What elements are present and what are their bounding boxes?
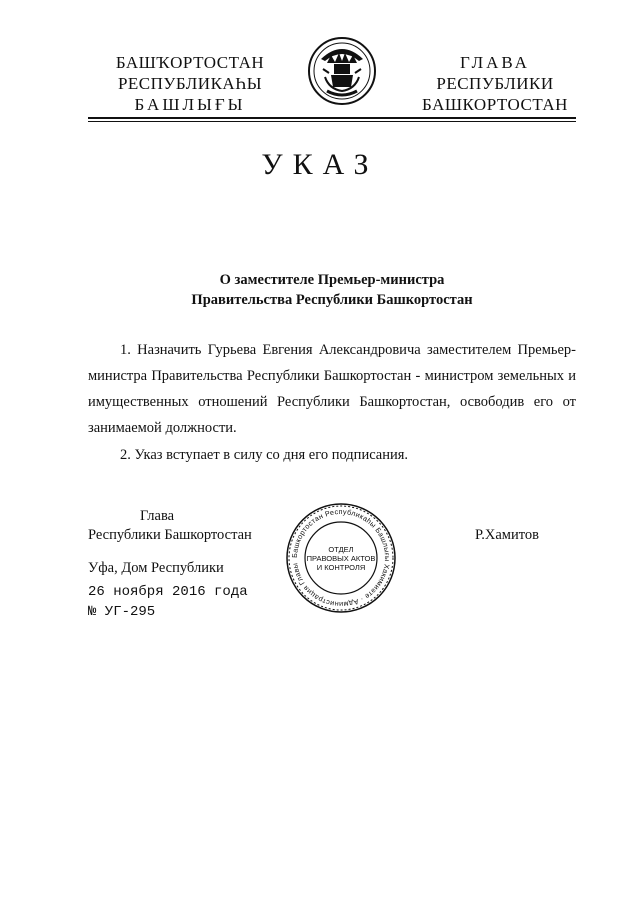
stamp-inner-line-2: ПРАВОВЫХ АКТОВ — [306, 554, 376, 563]
signature-position-line-2: Республики Башкортостан — [88, 527, 252, 543]
stamp-inner-line-1: ОТДЕЛ — [328, 545, 354, 554]
official-stamp — [285, 502, 397, 614]
header-left-line-2: РЕСПУБЛИКАҺЫ — [117, 74, 263, 93]
paragraph-1: 1. Назначить Гурьева Евгения Александровича заместителем Премьер-министра Правительства Республики Башкортостан - министром земельных и имущественных отношений Республики Башкортостан, освободив его от занимаемой должности. — [88, 342, 576, 436]
signatory-name: Р.Хамитов — [475, 527, 539, 543]
header-divider-thick — [88, 117, 576, 119]
document-type: УКАЗ — [261, 148, 379, 181]
header-right-line-3: БАШКОРТОСТАН — [422, 95, 568, 114]
decree-title-line-1: О заместителе Премьер-министра — [219, 272, 445, 288]
decree-number: № УГ-295 — [88, 604, 156, 620]
header-right-line-2: РЕСПУБЛИКИ — [436, 74, 554, 93]
bashkortostan-coat-of-arms-icon — [307, 33, 377, 109]
emblem-graphic — [307, 33, 377, 109]
decree-title — [88, 270, 576, 310]
header-left-block — [100, 52, 280, 115]
header-right-line-1: ГЛАВА — [460, 53, 530, 72]
issue-place: Уфа, Дом Республики — [88, 560, 224, 576]
paragraph-2: 2. Указ вступает в силу со дня его подписания. — [120, 447, 409, 463]
stamp-graphic — [285, 502, 397, 614]
stamp-inner-line-3: И КОНТРОЛЯ — [316, 563, 366, 572]
decree-title-line-2: Правительства Республики Башкортостан — [191, 292, 473, 308]
issue-date: 26 ноября 2016 года — [88, 584, 248, 600]
header-left-line-3: БАШЛЫҒЫ — [134, 95, 246, 114]
header-divider-thin — [88, 121, 576, 122]
header-left-line-1: БАШҠОРТОСТАН — [115, 53, 265, 72]
signature-position-line-1: Глава — [140, 508, 175, 524]
stamp-outer-text: Башкортостан Республикаһы Башлығы Хакимиәте · Администрация Главы — [289, 506, 393, 610]
header-right-block — [405, 52, 585, 115]
